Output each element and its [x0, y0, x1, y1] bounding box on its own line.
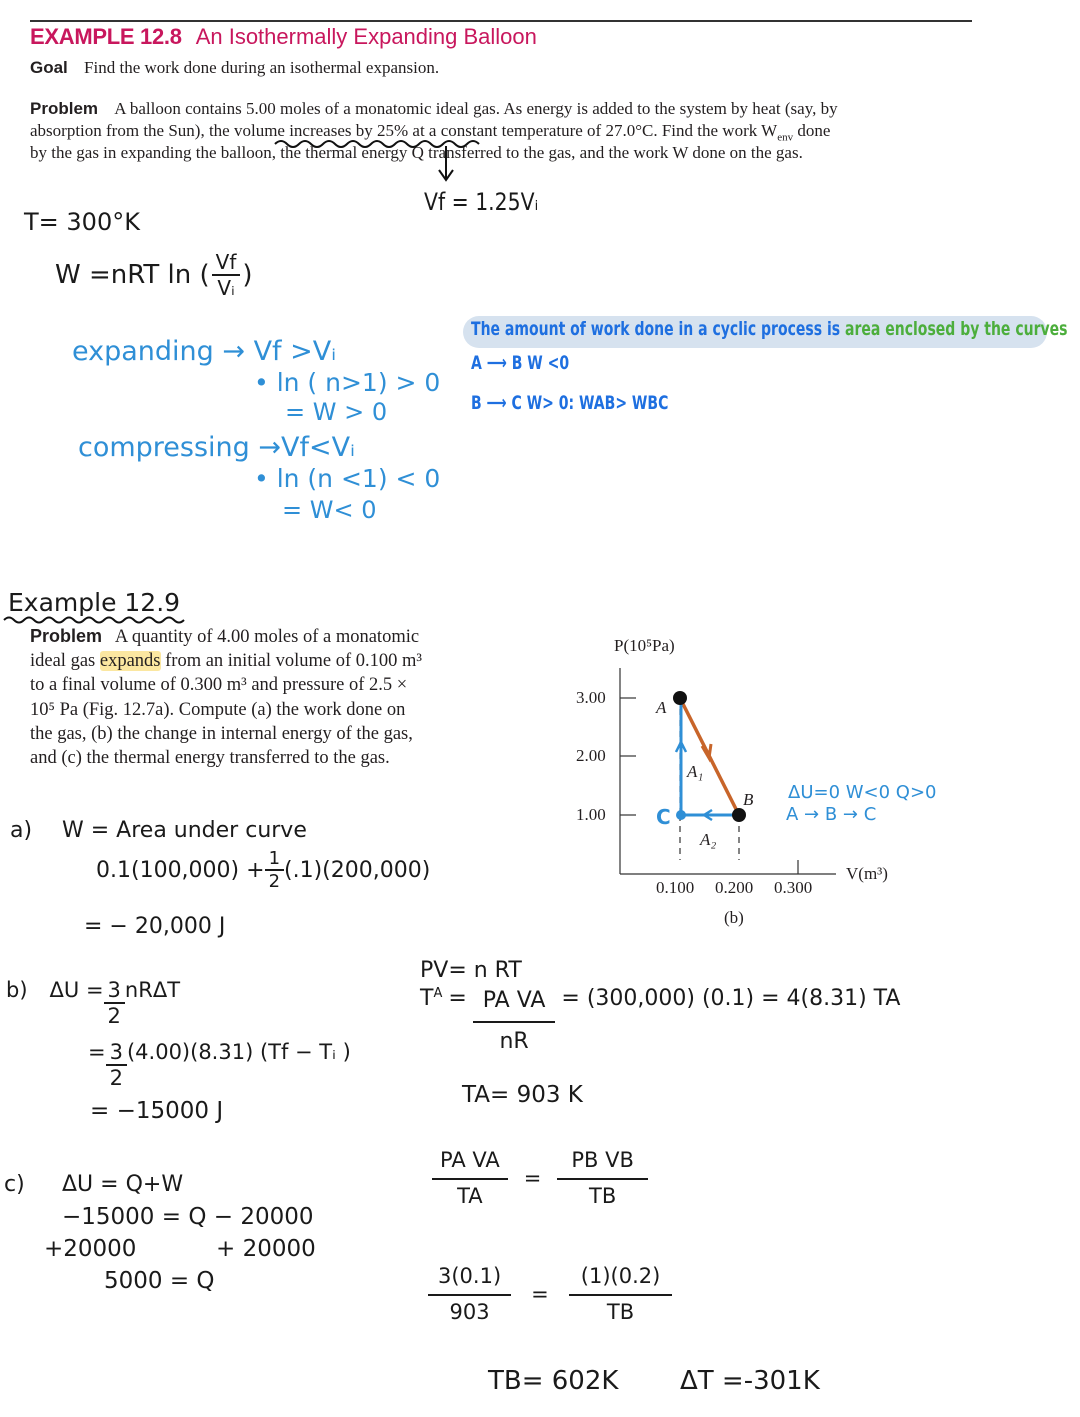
- problem-text: by the gas in expanding the balloon, the thermal energy Q transferred to the gas, and the work W done on the gas.: [30, 143, 803, 162]
- problem-text: A quantity of 4.00 moles of a monatomic: [114, 627, 420, 647]
- x-tick-2: 0.200: [715, 878, 754, 897]
- problem-text: from an initial volume of 0.100 m³: [160, 651, 422, 672]
- highlighted-word: expands: [99, 651, 161, 672]
- part-b-result: = −15000 J: [90, 1098, 224, 1124]
- y-tick-1: 1.00: [576, 805, 606, 824]
- expression: ΔU =: [49, 978, 104, 1002]
- cycle-path-note: A → B → C: [786, 804, 877, 825]
- fraction: [212, 250, 241, 300]
- example-12-9-title: Example 12.9: [8, 588, 181, 617]
- problem-label: Problem: [30, 99, 99, 118]
- part-a-line1: W = Area under curve: [62, 818, 307, 843]
- problem-text: A balloon contains 5.00 moles of a monatomic ideal gas. As energy is added to the system by heat (say, by: [114, 99, 838, 118]
- goal-line: [30, 57, 439, 79]
- denominator: 2: [107, 1004, 121, 1028]
- example-12-9-problem: [30, 624, 490, 770]
- x-tick-1: 0.100: [656, 878, 695, 897]
- denominator: nR: [499, 1029, 529, 1054]
- work-formula: [55, 250, 253, 300]
- note-text-blue: The amount of work done in a cyclic process is: [471, 318, 845, 340]
- point-b-label: B: [743, 790, 754, 809]
- problem-text: and (c) the thermal energy transferred to the gas.: [30, 748, 390, 769]
- part-c-result: 5000 = Q: [104, 1268, 215, 1294]
- example-12-8-heading: [30, 24, 537, 50]
- expression: =: [88, 1040, 106, 1064]
- tb-result: TB= 602K: [488, 1366, 619, 1396]
- x-tick-3: 0.300: [774, 878, 813, 897]
- fraction: [104, 978, 125, 1028]
- cycle-energy-note: ΔU=0 W<0 Q>0: [788, 782, 937, 803]
- goal-label: Goal: [30, 58, 68, 77]
- cyclic-process-note: [471, 318, 1068, 340]
- part-a-label: a): [10, 818, 33, 843]
- fraction: [106, 1040, 127, 1090]
- part-b-line2: [88, 1040, 351, 1090]
- substituted-ratio: $\frac{3(0.1)}{903}$ = $\frac{(1)(0.2)}{TB}$: [428, 1264, 672, 1324]
- denominator: TA: [457, 1184, 483, 1208]
- expression: (.1)(200,000): [284, 857, 431, 883]
- numerator: (1)(0.2): [569, 1264, 673, 1296]
- numerator: PA VA: [473, 988, 556, 1023]
- expression: 0.1(100,000) +: [96, 857, 265, 883]
- ab-work-note: A ⟶ B W <0: [471, 352, 570, 374]
- problem-text: 10⁵ Pa (Fig. 12.7a). Compute (a) the work done on: [30, 699, 406, 720]
- part-b-label: b): [6, 978, 28, 1002]
- problem-text: to a final volume of 0.300 m³ and pressure of 2.5 ×: [30, 675, 408, 696]
- compressing-w-note: = W< 0: [282, 496, 377, 524]
- part-b-line1: [6, 978, 180, 1028]
- ta-equation: [420, 986, 900, 1054]
- numerator: PA VA: [432, 1148, 508, 1180]
- point-a-label: A: [656, 698, 667, 717]
- temperature-note: T= 300°K: [24, 208, 140, 236]
- point-c-label: C: [656, 805, 671, 829]
- note-text-green: area enclosed by the curves: [844, 318, 1068, 340]
- numerator: 3: [104, 978, 125, 1004]
- numerator: 3: [106, 1040, 127, 1066]
- subscript: env: [777, 131, 794, 144]
- squiggle-underline-annotation: [270, 138, 480, 188]
- combined-gas-ratio: $\frac{\text{PA VA}}{TA}$ = $\frac{\text{PB VB}}{TB}$: [432, 1148, 648, 1208]
- part-a-result: = − 20,000 J: [84, 914, 226, 939]
- denominator: 2: [268, 871, 281, 892]
- example-number: EXAMPLE 12.8: [30, 24, 182, 49]
- fraction: [265, 848, 284, 892]
- figure-caption: (b): [724, 908, 744, 927]
- problem-text: absorption from the Sun), the volume increases by 25% at a constant temperature of 27.0°C. Find the work W: [30, 121, 778, 140]
- expanding-w-note: = W > 0: [285, 398, 388, 426]
- problem-line-1: [30, 98, 838, 120]
- area-a2-label: A₂: [700, 830, 717, 849]
- part-a-line2: [96, 848, 430, 892]
- y-axis-label: P(10⁵Pa): [614, 636, 675, 655]
- fraction: [428, 1264, 511, 1324]
- expanding-note: expanding → Vf >Vᵢ: [72, 336, 337, 367]
- delta-t-result: ΔT =-301K: [680, 1366, 820, 1396]
- compressing-ln-note: • ln (n <1) < 0: [254, 464, 441, 493]
- y-tick-3: 3.00: [576, 688, 606, 707]
- fraction: [473, 988, 556, 1054]
- numerator: PB VB: [557, 1148, 648, 1180]
- goal-text: Find the work done during an isothermal expansion.: [84, 58, 440, 77]
- fraction: [432, 1148, 508, 1208]
- vf-annotation: Vf = 1.25Vᵢ: [424, 188, 539, 216]
- part-c-line2: −15000 = Q − 20000: [62, 1204, 314, 1230]
- expression: nRΔT: [124, 978, 181, 1002]
- numerator: 3(0.1): [428, 1264, 511, 1296]
- example-title: An Isothermally Expanding Balloon: [195, 24, 537, 49]
- part-c-label: c): [4, 1172, 25, 1197]
- expanding-ln-note: • ln ( n>1) > 0: [254, 368, 441, 397]
- area-a1-label: A₁: [687, 762, 704, 781]
- problem-text: done: [793, 121, 831, 140]
- compressing-note: compressing →Vf<Vᵢ: [78, 432, 355, 463]
- top-rule: [30, 20, 972, 22]
- denominator: 903: [449, 1300, 490, 1324]
- numerator: Vf: [212, 250, 241, 276]
- subscript: A: [433, 986, 443, 1001]
- expression: =: [448, 986, 467, 1011]
- expression: T: [420, 986, 434, 1011]
- pv-diagram: [560, 630, 980, 940]
- denominator: TB: [589, 1184, 617, 1208]
- part-c-line1: ΔU = Q+W: [62, 1172, 184, 1197]
- fraction: [557, 1148, 648, 1208]
- x-axis-label: V(m³): [846, 864, 888, 883]
- denominator: TB: [606, 1300, 635, 1324]
- denominator: Vᵢ: [217, 276, 235, 300]
- bc-work-note: B ⟶ C W> 0: WAB> WBC: [471, 392, 669, 414]
- part-c-line3-right: + 20000: [216, 1236, 316, 1262]
- problem-text: the gas, (b) the change in internal energy of the gas,: [30, 723, 413, 744]
- expression: (4.00)(8.31) (Tf − Tᵢ ): [126, 1040, 351, 1064]
- formula-text: W =nRT ln (: [55, 260, 210, 290]
- problem-label: Problem: [30, 626, 103, 646]
- denominator: 2: [109, 1066, 123, 1090]
- numerator: 1: [265, 848, 284, 871]
- fraction: [569, 1264, 673, 1324]
- expression: = (300,000) (0.1) = 4(8.31) TA: [561, 986, 901, 1011]
- problem-text: ideal gas: [30, 651, 100, 672]
- part-c-line3-left: +20000: [44, 1236, 137, 1262]
- formula-text: ): [242, 260, 253, 290]
- y-tick-2: 2.00: [576, 746, 606, 765]
- ta-result: TA= 903 K: [462, 1082, 583, 1108]
- ideal-gas-law: PV= n RT: [420, 958, 522, 983]
